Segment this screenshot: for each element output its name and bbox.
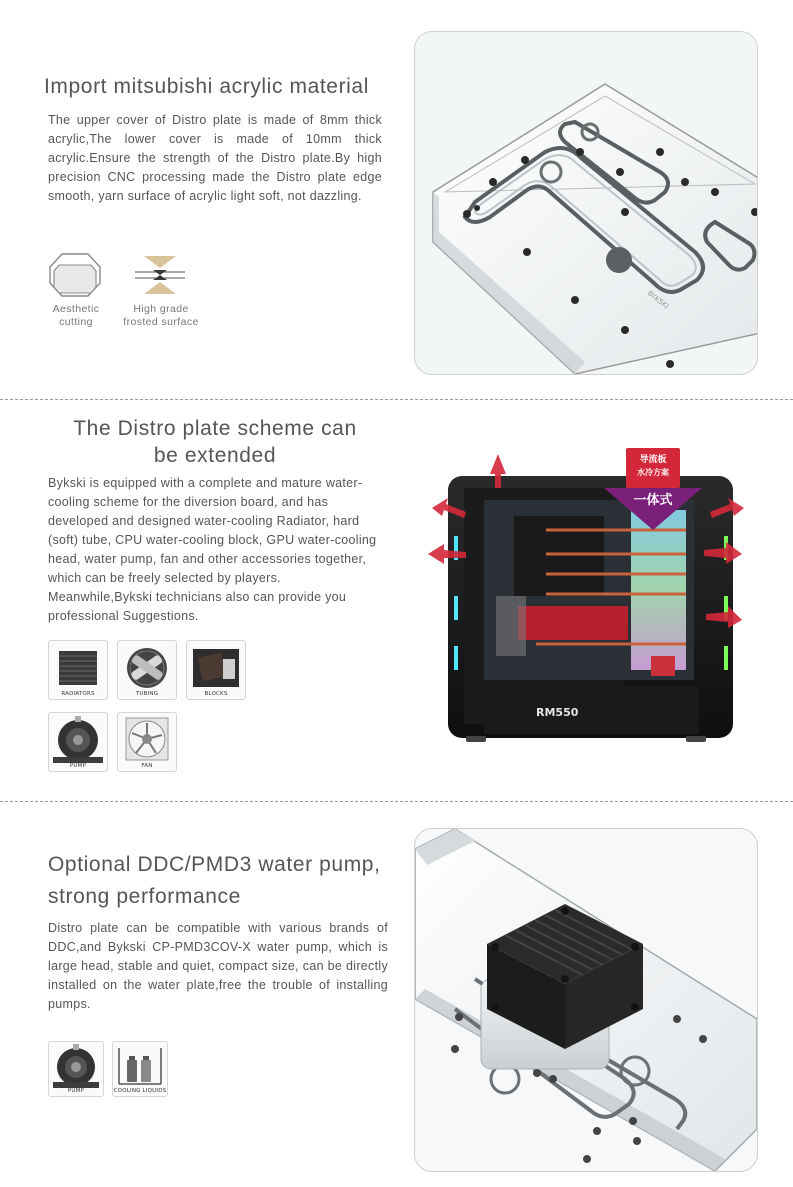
section-acrylic-material (0, 0, 793, 398)
section3-body: Distro plate can be compatible with various brands of DDC,and Bykski CP-PMD3COV-X water pump, which is large head, stable and quiet, compact size, can be directly installed on the water plate,free the trouble of installing pumps. (48, 921, 388, 1011)
feature-aesthetic-line1: Aesthetic (52, 303, 100, 315)
tile-label-pump-2: PUMP (67, 1088, 85, 1094)
feature-frosted-line2: frosted surface (123, 316, 199, 328)
accessory-tile-pump[interactable] (48, 712, 108, 772)
feature-aesthetic-cutting (42, 303, 110, 329)
tile-label-pump: PUMP (69, 763, 87, 769)
accessory-tile-blocks[interactable] (186, 640, 246, 700)
section1-title: Import mitsubishi acrylic material (44, 75, 369, 98)
feature-aesthetic-line2: cutting (59, 316, 93, 328)
hexagon-cut-icon (48, 251, 102, 299)
section2-title-line1: The Distro plate scheme can (73, 417, 357, 440)
feature-frosted-line1: High grade (133, 303, 189, 315)
tile-label-coolant: COOLING LIQUIDS (113, 1088, 167, 1094)
tile-label-blocks: BLOCKS (204, 691, 228, 697)
accessory-tile-coolant[interactable] (112, 1041, 168, 1097)
tile-label-radiators: RADIATORS (61, 691, 95, 697)
section3-title-line2: strong performance (48, 885, 241, 908)
acrylic-plate-photo (414, 31, 758, 375)
accessory-tile-fan[interactable] (117, 712, 177, 772)
accessory-tile-pump-2[interactable] (48, 1041, 104, 1097)
accessory-tile-radiators[interactable] (48, 640, 108, 700)
feature-frosted-surface (116, 303, 206, 329)
plate-engraving: BYKSKI (645, 289, 670, 311)
pc-case-photo (426, 446, 746, 744)
section2-body: Bykski is equipped with a complete and mature water-cooling scheme for the diversion board, and has developed and designed water-cooling Radiator, hard (soft) tube, CPU water-cooling block, GPU water-cooling head, water pump, fan and other accessories together, which can be freely selected by players. Meanwhile,Bykski technicians also can provide you professional Suggestions. (48, 476, 377, 623)
section-water-pump (0, 802, 793, 1187)
accessory-tile-tubing[interactable] (117, 640, 177, 700)
psu-label: RM550 (536, 706, 579, 719)
section3-title-line1: Optional DDC/PMD3 water pump, (48, 853, 381, 876)
banner-line2: 水冷方案 (637, 468, 669, 477)
banner-line1: 导流板 (639, 455, 667, 465)
tile-label-tubing: TUBING (135, 691, 159, 697)
section2-title-line2: be extended (153, 444, 277, 467)
section-scheme-extended (0, 400, 793, 800)
banner-line3: 一体式 (633, 493, 673, 508)
pump-on-plate-photo (414, 828, 758, 1172)
frosted-surface-icon (135, 253, 185, 297)
tile-label-fan: FAN (141, 763, 153, 769)
section1-body: The upper cover of Distro plate is made of 8mm thick acrylic,The lower cover is made of 10mm thick acrylic.Ensure the strength of the Distro plate.By high precision CNC processing made the Distro plate edge smooth, yarn surface of acrylic light soft, not dazzling. (48, 113, 382, 203)
